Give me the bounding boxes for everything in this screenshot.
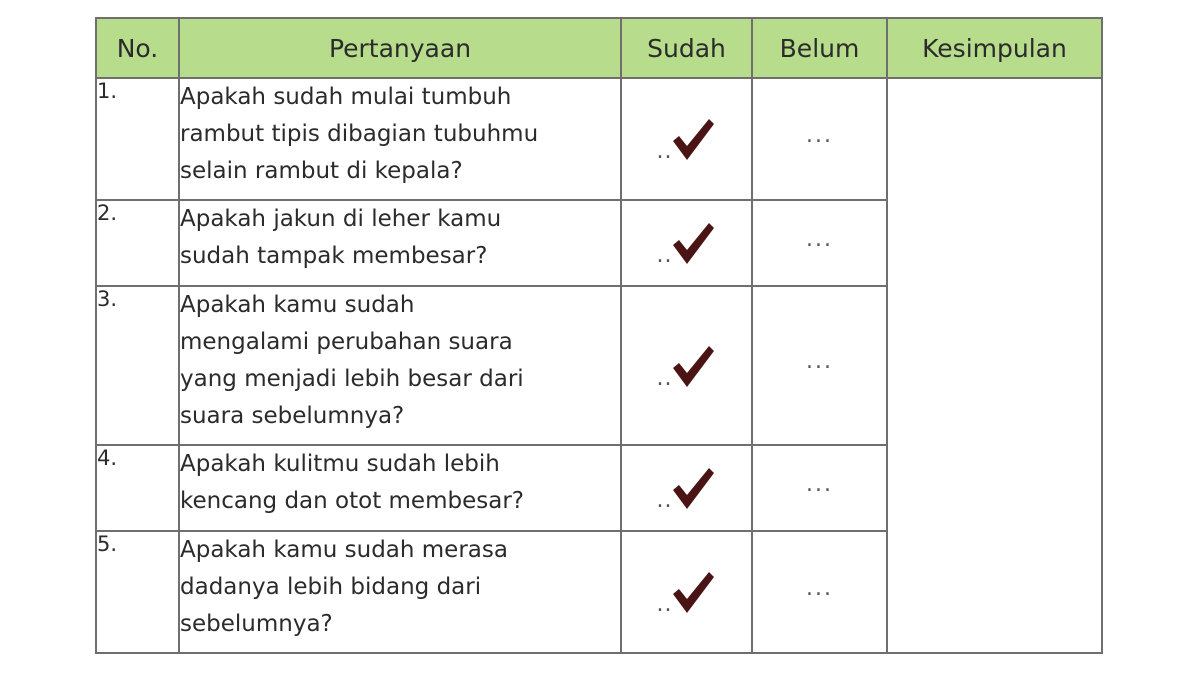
sudah-cell[interactable] [621,200,752,286]
question-text [179,286,621,445]
header-row [96,18,1102,78]
conclusion-cell[interactable] [887,78,1102,653]
row-number: 1. [96,78,179,200]
question-text [179,200,621,286]
row-number: 3. [96,286,179,445]
question-line: Apakah jakun di leher kamu [180,206,502,232]
question-line: sudah tampak membesar? [180,243,488,269]
belum-cell[interactable] [752,531,887,653]
answer-dots: ... [806,349,833,374]
question-line: Apakah kulitmu sudah lebih [180,451,500,477]
question-line: kencang dan otot membesar? [180,488,524,514]
question-line: mengalami perubahan suara [180,329,513,355]
answer-dots: ... [806,575,833,601]
question-line: selain rambut di kepala? [180,158,463,184]
checkmark-icon [669,568,717,616]
answer-dots: .. [656,365,673,391]
answer-dots: ... [806,471,833,497]
question-line: rambut tipis dibagian tubuhmu [180,121,539,147]
header-belum: Belum [752,18,887,78]
question-line: yang menjadi lebih besar dari [180,366,524,392]
header-conclusion: Kesimpulan [887,18,1102,78]
answer-dots: .. [656,139,673,164]
sudah-cell[interactable] [621,78,752,200]
question-line: Apakah sudah mulai tumbuh [180,84,512,110]
question-text [179,445,621,531]
sudah-cell[interactable] [621,531,752,653]
question-text [179,531,621,653]
table-row [96,78,1102,200]
question-line: sebelumnya? [180,611,333,637]
header-question: Pertanyaan [179,18,621,78]
question-line: Apakah kamu sudah [180,292,415,318]
row-number: 4. [96,445,179,531]
answer-dots: .. [656,243,673,268]
belum-cell[interactable] [752,200,887,286]
sudah-cell[interactable] [621,286,752,445]
question-line: dadanya lebih bidang dari [180,574,482,600]
header-sudah: Sudah [621,18,752,78]
checkmark-icon [669,464,717,512]
answer-dots: ... [806,226,833,252]
belum-cell[interactable] [752,286,887,445]
belum-cell[interactable] [752,78,887,200]
question-line: Apakah kamu sudah merasa [180,537,508,563]
row-number: 2. [96,200,179,286]
checkmark-icon [669,219,717,267]
question-text [179,78,621,200]
sudah-cell[interactable] [621,445,752,531]
belum-cell[interactable] [752,445,887,531]
answer-dots: .. [656,592,673,617]
puberty-checklist-table [95,17,1103,654]
answer-dots: .. [656,488,673,513]
row-number: 5. [96,531,179,653]
header-no: No. [96,18,179,78]
question-line: suara sebelumnya? [180,403,405,429]
answer-dots: ... [806,122,833,148]
checkmark-icon [669,115,717,163]
checkmark-icon [669,342,717,390]
